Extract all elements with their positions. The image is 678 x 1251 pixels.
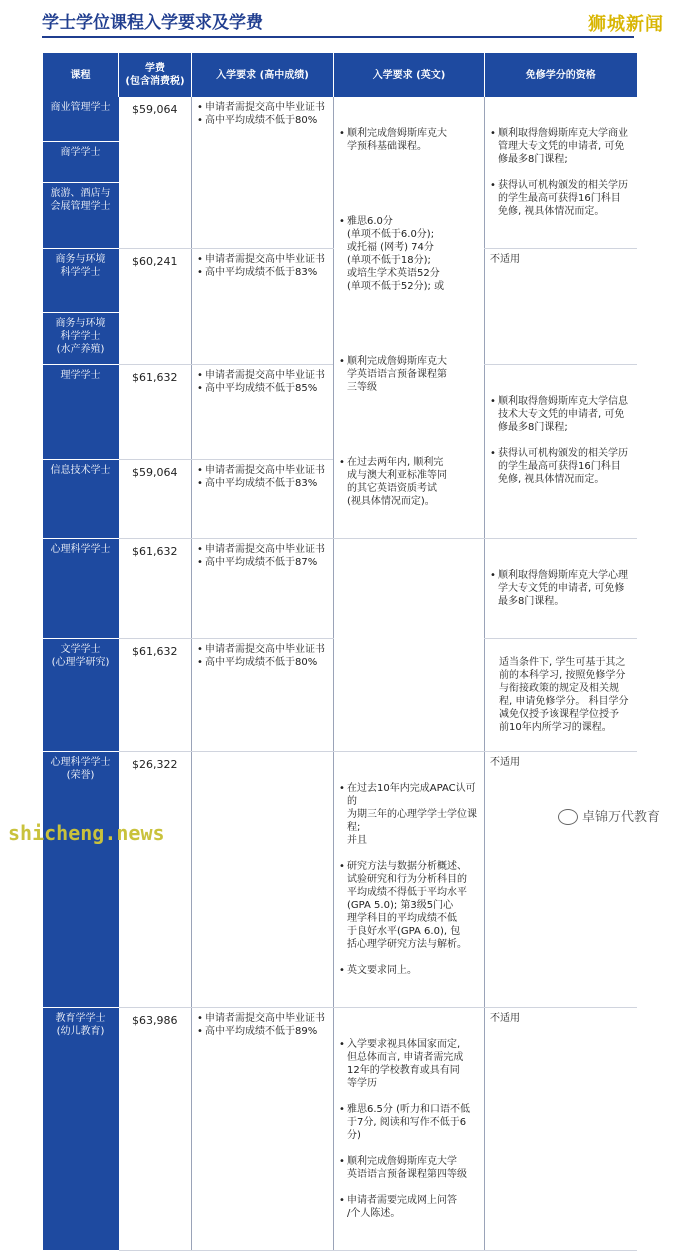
- list-item: • 高中平均成绩不低于83%: [197, 477, 328, 490]
- list-item: • 在过去10年内完成APAC认可的 为期三年的心理学学士学位课程; 并且: [339, 782, 479, 847]
- hs-req-cell: [192, 639, 334, 752]
- program-cell: 教育学学士 (幼儿教育): [43, 1008, 119, 1251]
- list-item: • 顺利完成詹姆斯库克大 学英语语言预备课程第 三等级: [339, 355, 479, 394]
- table-header-row: [43, 53, 637, 97]
- list-item: • 英文要求同上。: [339, 964, 479, 977]
- fee-cell: $61,632: [119, 539, 192, 639]
- list-item: • 高中平均成绩不低于89%: [197, 1025, 328, 1038]
- requirements-table: [42, 53, 637, 1251]
- list-item: • 研究方法与数据分析概述、 试验研究和行为分析科目的 平均成绩不得低于平均水平 (GPA 5.0); 第3级5门心 理学科目的平均成绩不低 于良好水平(GPA 6.0), 包 括心理学研究方法与解析。: [339, 860, 479, 951]
- list-item: • 申请者需提交高中毕业证书: [197, 464, 328, 477]
- hs-req-cell: [192, 459, 334, 538]
- list-item: • 高中平均成绩不低于80%: [197, 656, 328, 669]
- program-cell: 信息技术学士: [43, 459, 119, 538]
- list-item: • 入学要求视具体国家而定, 但总体而言, 申请者需完成 12年的学校教育或具有同 等学历: [339, 1038, 479, 1090]
- wechat-icon: [558, 809, 578, 825]
- header-program: 课程: [43, 53, 119, 97]
- brand-logo: 狮城新闻: [588, 14, 664, 35]
- exempt-cell: [485, 365, 637, 539]
- list-item: • 申请者需提交高中毕业证书: [197, 253, 328, 266]
- list-item: • 顺利取得詹姆斯库克大学心理 学大专文凭的申请者, 可免修 最多8门课程。: [490, 569, 632, 608]
- table-row: [43, 539, 637, 639]
- program-cell: 商务与环境 科学学士 (水产养殖): [43, 313, 119, 365]
- list-item: • 顺利取得詹姆斯库克大学商业 管理大专文凭的申请者, 可免 修最多8门课程;: [490, 127, 632, 166]
- exempt-text: 适当条件下, 学生可基于其之 前的本科学习, 按照免修学分 与衔接政策的规定及相关规 程, 申请免修学分。 科目学分 减免仅授予该课程学位授予 前10年内所学习的课程。: [499, 657, 629, 733]
- list-item: • 申请者需提交高中毕业证书: [197, 369, 328, 382]
- wechat-badge: [558, 806, 660, 826]
- program-cell: 旅游、酒店与 会展管理学士: [43, 182, 119, 248]
- list-item: • 雅思6.0分 (单项不低于6.0分); 或托福 (网考) 74分 (单项不低于18分); 或培生学术英语52分 (单项不低于52分); 或: [339, 215, 479, 293]
- fee-cell: $61,632: [119, 639, 192, 752]
- fee-cell: $60,241: [119, 249, 192, 365]
- page-title: 学士学位课程入学要求及学费: [42, 13, 263, 33]
- hs-req-cell: [192, 539, 334, 639]
- exempt-cell: [485, 97, 637, 249]
- fee-cell: $59,064: [119, 459, 192, 538]
- list-item: • 获得认可机构颁发的相关学历 的学生最高可获得16门科目 免修, 视具体情况而定。: [490, 447, 632, 486]
- list-item: • 申请者需提交高中毕业证书: [197, 543, 328, 556]
- en-req-empty: [334, 539, 485, 752]
- program-cell: 理学学士: [43, 365, 119, 460]
- header-req-en: 入学要求 (英文): [334, 53, 485, 97]
- fee-cell: $26,322: [119, 752, 192, 1008]
- program-cell: 心理科学学士 (荣誉): [43, 752, 119, 1008]
- list-item: • 高中平均成绩不低于85%: [197, 382, 328, 395]
- list-item: • 获得认可机构颁发的相关学历 的学生最高可获得16门科目 免修, 视具体情况而定。: [490, 179, 632, 218]
- list-item: • 雅思6.5分 (听力和口语不低 于7分, 阅读和写作不低于6分): [339, 1103, 479, 1142]
- program-cell: 心理科学学士: [43, 539, 119, 639]
- hs-req-cell: [192, 1008, 334, 1251]
- table-row: [43, 1008, 637, 1251]
- list-item: • 申请者需提交高中毕业证书: [197, 101, 328, 114]
- fee-cell: $59,064: [119, 97, 192, 249]
- table-row: [43, 752, 637, 1008]
- list-item: • 顺利取得詹姆斯库克大学信息 技术大专文凭的申请者, 可免 修最多8门课程;: [490, 395, 632, 434]
- fee-cell: $63,986: [119, 1008, 192, 1251]
- program-cell: 商务与环境 科学学士: [43, 249, 119, 313]
- exempt-cell: [485, 539, 637, 639]
- list-item: • 高中平均成绩不低于83%: [197, 266, 328, 279]
- exempt-cell: 不适用: [485, 249, 637, 365]
- list-item: • 顺利完成詹姆斯库克大 学预科基础课程。: [339, 127, 479, 153]
- list-item: • 顺利完成詹姆斯库克大学 英语语言预备课程第四等级: [339, 1155, 479, 1181]
- site-watermark: shicheng.news: [8, 821, 165, 845]
- exempt-cell: [485, 639, 637, 752]
- wechat-account-name: 卓锦万代教育: [581, 809, 660, 825]
- en-req-cell: [334, 1008, 485, 1251]
- header-req-hs: 入学要求 (高中成绩): [192, 53, 334, 97]
- program-cell: 商学学士: [43, 142, 119, 182]
- program-cell: 文学学士 (心理学研究): [43, 639, 119, 752]
- en-req-cell: [334, 752, 485, 1008]
- list-item: • 申请者需要完成网上问答 /个人陈述。: [339, 1194, 479, 1220]
- hs-req-cell: [192, 365, 334, 460]
- exempt-cell: 不适用: [485, 1008, 637, 1251]
- fee-cell: $61,632: [119, 365, 192, 460]
- en-req-cell: [334, 97, 485, 539]
- program-cell: 商业管理学士: [43, 97, 119, 142]
- list-item: • 申请者需提交高中毕业证书: [197, 643, 328, 656]
- header-exempt: 免修学分的资格: [485, 53, 637, 97]
- list-item: • 申请者需提交高中毕业证书: [197, 1012, 328, 1025]
- title-divider: [42, 36, 634, 38]
- list-item: • 在过去两年内, 顺利完 成与澳大利亚标准等同 的其它英语资质考试 (视具体情况而定)。: [339, 456, 479, 508]
- hs-req-cell: [192, 249, 334, 365]
- list-item: • 高中平均成绩不低于80%: [197, 114, 328, 127]
- hs-req-empty: [192, 752, 334, 1008]
- hs-req-cell: [192, 97, 334, 249]
- table-row: [43, 97, 637, 142]
- list-item: • 高中平均成绩不低于87%: [197, 556, 328, 569]
- exempt-cell: 不适用: [485, 752, 637, 1008]
- header-fee: 学费 (包含消费税): [119, 53, 192, 97]
